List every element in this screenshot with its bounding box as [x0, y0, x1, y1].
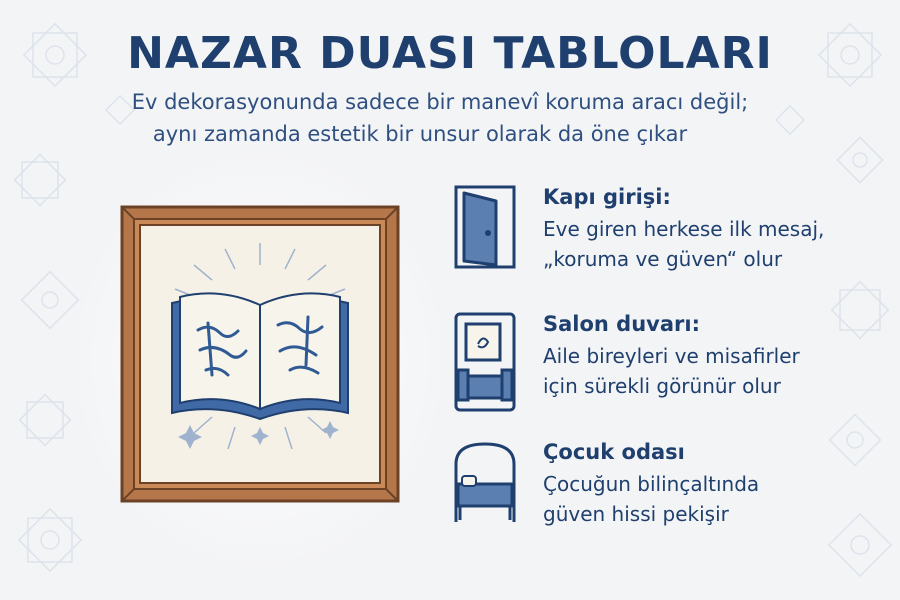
item-description-line-2: için sürekli görünür olur	[543, 374, 781, 398]
page-title: NAZAR DUASI TABLOLARI	[127, 28, 773, 79]
open-book-icon	[172, 293, 348, 419]
framed-quran-illustration	[120, 205, 400, 505]
item-description-line-1: Eve giren herkese ilk mesaj,	[543, 217, 825, 241]
item-description-line-1: Aile bireyleri ve misafirler	[543, 344, 800, 368]
item-door-entrance	[450, 185, 880, 295]
item-title: Salon duvarı:	[543, 312, 700, 336]
subtitle-line-2: aynı zamanda estetik bir unsur olarak da öne çıkar	[152, 122, 688, 146]
item-description-line-2: „koruma ve güven“ olur	[543, 247, 783, 271]
item-description-line-1: Çocuğun bilinçaltında	[543, 472, 760, 496]
item-title: Kapı girişi:	[543, 185, 671, 209]
item-description-line-2: güven hissi pekişir	[543, 502, 729, 526]
item-title: Çocuk odası	[543, 440, 685, 464]
item-child-room	[450, 440, 880, 550]
living-room-wall-icon	[450, 312, 520, 412]
child-bed-icon	[450, 440, 520, 525]
door-icon	[450, 185, 520, 270]
item-living-room-wall	[450, 312, 880, 422]
subtitle-line-1: Ev dekorasyonunda sadece bir manevî koruma aracı değil;	[131, 90, 749, 114]
